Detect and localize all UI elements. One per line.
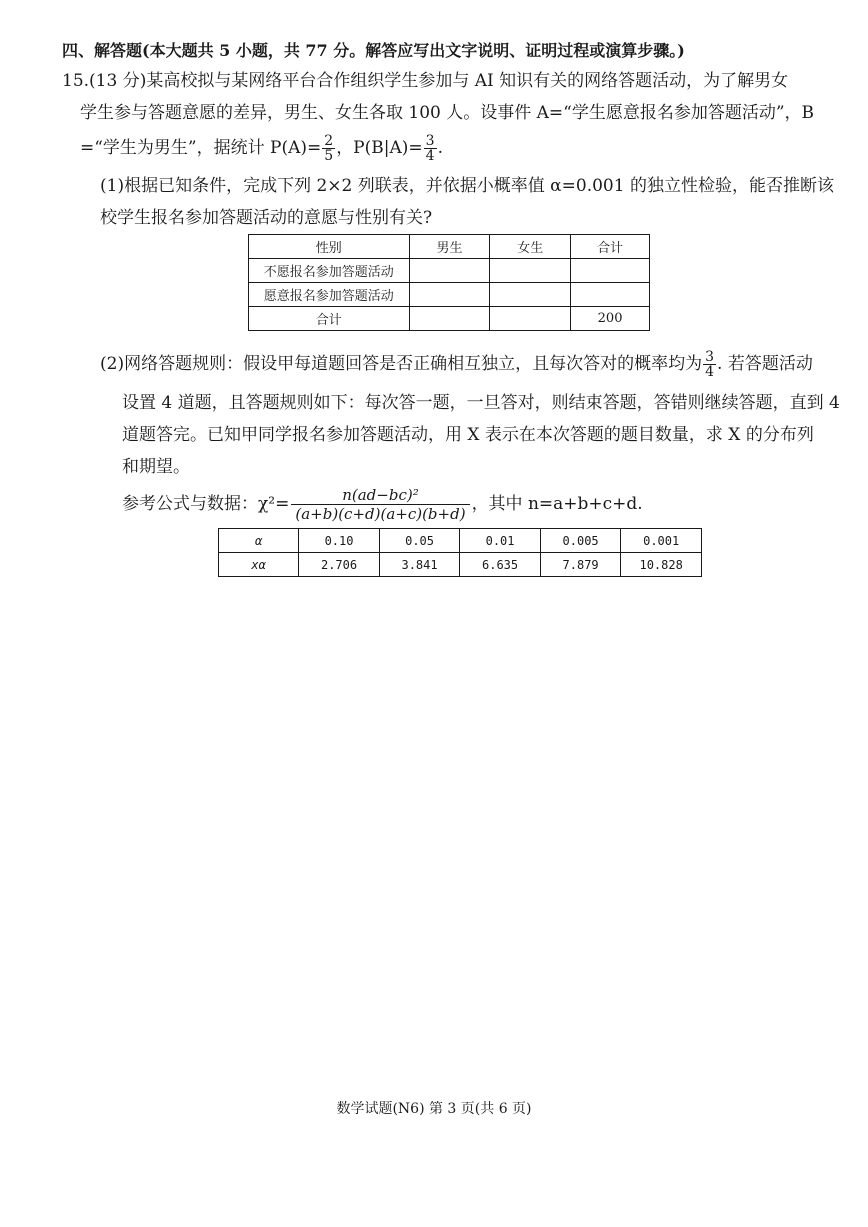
table-row: [219, 553, 702, 577]
table-row: [249, 259, 650, 283]
table-cell: 7.879: [540, 553, 621, 577]
table-cell: [490, 283, 571, 307]
question-15-line-3: [80, 134, 443, 163]
contingency-table-header: 女生: [490, 235, 571, 259]
table-cell: 200: [571, 307, 650, 331]
table-cell: 0.10: [299, 529, 380, 553]
contingency-table-header: 性别: [249, 235, 410, 259]
formula-label: 参考公式与数据：χ²=: [122, 494, 290, 514]
table-cell: 不愿报名参加答题活动: [249, 259, 410, 283]
question-15-line-3c: .: [437, 138, 443, 158]
part-2-line-1: [100, 350, 813, 379]
part-1-line-2: 校学生报名参加答题活动的意愿与性别有关?: [100, 208, 433, 228]
table-cell: 3.841: [379, 553, 460, 577]
table-cell: 合计: [249, 307, 410, 331]
table-cell: [409, 259, 490, 283]
fraction-p-b-given-a-numerator: 3: [425, 133, 435, 149]
section-header: 四、解答题(本大题共 5 小题，共 77 分。解答应写出文字说明、证明过程或演算步骤。): [62, 41, 685, 60]
chi-square-fraction: [291, 486, 469, 523]
table-row: [249, 283, 650, 307]
question-15-line-1: 15.(13 分)某高校拟与某网络平台合作组织学生参加与 AI 知识有关的网络答题活动，为了解男女: [62, 71, 789, 91]
fraction-p-b-given-a: [424, 134, 437, 163]
part-2-line-1a: (2)网络答题规则：假设甲每道题回答是否正确相互独立，且每次答对的概率均为: [100, 354, 703, 374]
fraction-p-a-denominator: 5: [324, 148, 334, 164]
critical-value-table: [218, 528, 702, 577]
part-2-line-1b: . 若答题活动: [717, 354, 813, 374]
chi-square-numerator: n(ad−bc)²: [291, 486, 469, 505]
part-2-line-2: 设置 4 道题，且答题规则如下：每次答一题，一旦答对，则结束答题，答错则继续答题，直到 4: [122, 393, 840, 413]
table-row: [219, 529, 702, 553]
fraction-p-a-numerator: 2: [324, 133, 334, 149]
question-15-line-3a: =“学生为男生”，据统计 P(A)=: [80, 138, 322, 158]
chi-square-denominator: (a+b)(c+d)(a+c)(b+d): [295, 505, 466, 523]
table-cell: [490, 307, 571, 331]
contingency-table: [248, 234, 650, 331]
fraction-p-denominator: 4: [705, 364, 715, 380]
table-row: [249, 307, 650, 331]
contingency-table-header: 男生: [409, 235, 490, 259]
fraction-p-b-given-a-denominator: 4: [425, 148, 435, 164]
contingency-table-header: 合计: [571, 235, 650, 259]
table-cell: 2.706: [299, 553, 380, 577]
alpha-label: α: [219, 529, 299, 553]
part-1-line-1: (1)根据已知条件，完成下列 2×2 列联表，并依据小概率值 α=0.001 的独立性检验，能否推断该: [100, 176, 834, 196]
contingency-table-header-row: [249, 235, 650, 259]
table-cell: [571, 259, 650, 283]
question-15-line-2: 学生参与答题意愿的差异，男生、女生各取 100 人。设事件 A=“学生愿意报名参加答题活动”，B: [80, 103, 815, 123]
fraction-p-a: [322, 134, 335, 163]
fraction-p: [703, 350, 716, 379]
table-cell: [409, 283, 490, 307]
x-alpha-label: xα: [219, 553, 299, 577]
formula-tail: ，其中 n=a+b+c+d.: [471, 494, 643, 514]
question-15-line-3b: ，P(B|A)=: [336, 138, 423, 158]
reference-formula: [122, 484, 643, 524]
fraction-p-numerator: 3: [705, 349, 715, 365]
page-footer: 数学试题(N6) 第 3 页(共 6 页): [336, 1101, 532, 1117]
table-cell: [409, 307, 490, 331]
table-cell: 0.05: [379, 529, 460, 553]
table-cell: [571, 283, 650, 307]
table-cell: 0.01: [460, 529, 541, 553]
part-2-line-4: 和期望。: [122, 457, 190, 477]
table-cell: [490, 259, 571, 283]
table-cell: 愿意报名参加答题活动: [249, 283, 410, 307]
table-cell: 6.635: [460, 553, 541, 577]
table-cell: 0.001: [621, 529, 702, 553]
part-2-line-3: 道题答完。已知甲同学报名参加答题活动，用 X 表示在本次答题的题目数量，求 X 的分布列: [122, 425, 814, 445]
table-cell: 10.828: [621, 553, 702, 577]
table-cell: 0.005: [540, 529, 621, 553]
